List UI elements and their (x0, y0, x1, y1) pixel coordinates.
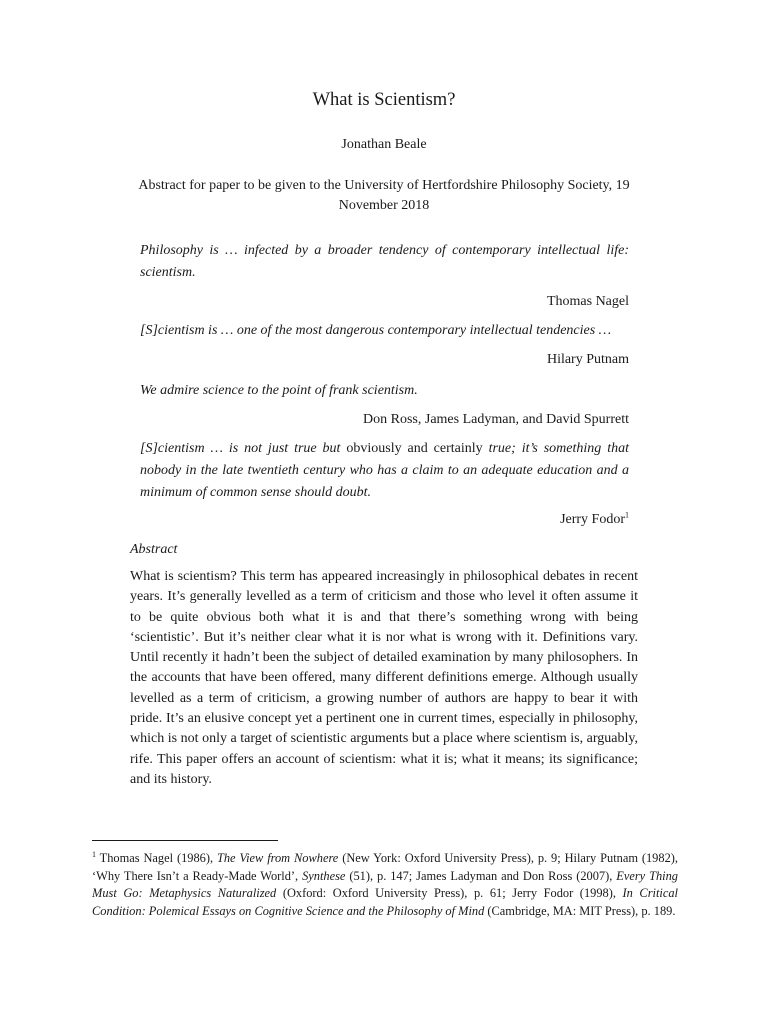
footnote-citation-text: (Cambridge, MA: MIT Press), p. 189. (484, 903, 676, 918)
epigraph-quote-italic: true; it’s something that nobody in the late twentieth century who has a claim to an adequate education and a minimum of common sense should doubt. (140, 441, 629, 500)
footnote-text (92, 851, 678, 918)
footnote-citation-title: Every Thing Must Go: Metaphysics Naturalized (92, 868, 678, 900)
epigraph-attribution-name: Jerry Fodor (560, 512, 625, 527)
epigraph-quote-upright: obviously and certainly (340, 441, 489, 456)
footnote-citation-text: (New York: Oxford University Press), p. 9; Hilary Putnam (1982), ‘Why There Isn’t a Ready-Made World’, (92, 851, 678, 883)
epigraph-attribution: Hilary Putnam (546, 352, 629, 367)
epigraph-attribution: Thomas Nagel (546, 294, 629, 309)
footnote-citation-title: The View from Nowhere (216, 851, 339, 865)
footnote-mark: 1 (92, 849, 96, 859)
epigraph-attribution: Don Ross, James Ladyman, and David Spurrett (363, 412, 629, 427)
abstract-body: What is scientism? This term has appeared increasingly in philosophical debates in recent years. It’s generally levelled as a term of criticism and those who level it often assume it to be quite obvious both what it is and that there’s something wrong with being ‘scientistic’. But it’s neither clear what it is nor what is wrong with it. Definitions vary. Until recently it hadn’t been the subject of detailed examination by many philosophers. In the accounts that have been offered, many different definitions emerge. Although usually levelled as a term of criticism, a growing number of authors are happy to bear it with pride. It’s an elusive concept yet a pertinent one in current times, especially in philosophy, which is not only a target of scientistic arguments but a place where scientism is, arguably, rife. This paper offers an account of scientism: what it is; what it means; its significance; and its history. (130, 569, 638, 787)
epigraph-quote: Philosophy is … infected by a broader tendency of contemporary intellectual life: scientism. (140, 243, 629, 280)
epigraph-quote (140, 438, 629, 504)
footnote-citation-text: (Oxford: Oxford University Press), p. 61; Jerry Fodor (1998), (276, 886, 623, 900)
epigraph-attribution (140, 510, 629, 530)
footnote-citation-title: In Critical Condition: Polemical Essays on Cognitive Science and the Philosophy of Mind (92, 886, 678, 918)
epigraph-quote: [S]cientism is … one of the most dangerous contemporary intellectual tendencies … (140, 323, 612, 338)
footnote-separator (92, 840, 278, 841)
epigraph-quote-italic: [S]cientism … is not just true but (140, 441, 341, 456)
footnote-citation-title: Synthese (302, 868, 346, 883)
epigraph-quote: We admire science to the point of frank scientism. (140, 383, 418, 398)
paper-title: What is Scientism? (312, 90, 456, 110)
footnote-citation-text: Thomas Nagel (1986), (96, 851, 217, 865)
occasion-line: Abstract for paper to be given to the University of Hertfordshire Philosophy Society, 19 November 2018 (138, 178, 630, 213)
footnote (92, 850, 678, 920)
abstract-heading: Abstract (130, 542, 178, 557)
footnote-citation-text: (51), p. 147; James Ladyman and Don Ross (2007), (345, 868, 617, 883)
author-name: Jonathan Beale (341, 137, 427, 152)
footnote-reference[interactable]: 1 (625, 510, 629, 520)
